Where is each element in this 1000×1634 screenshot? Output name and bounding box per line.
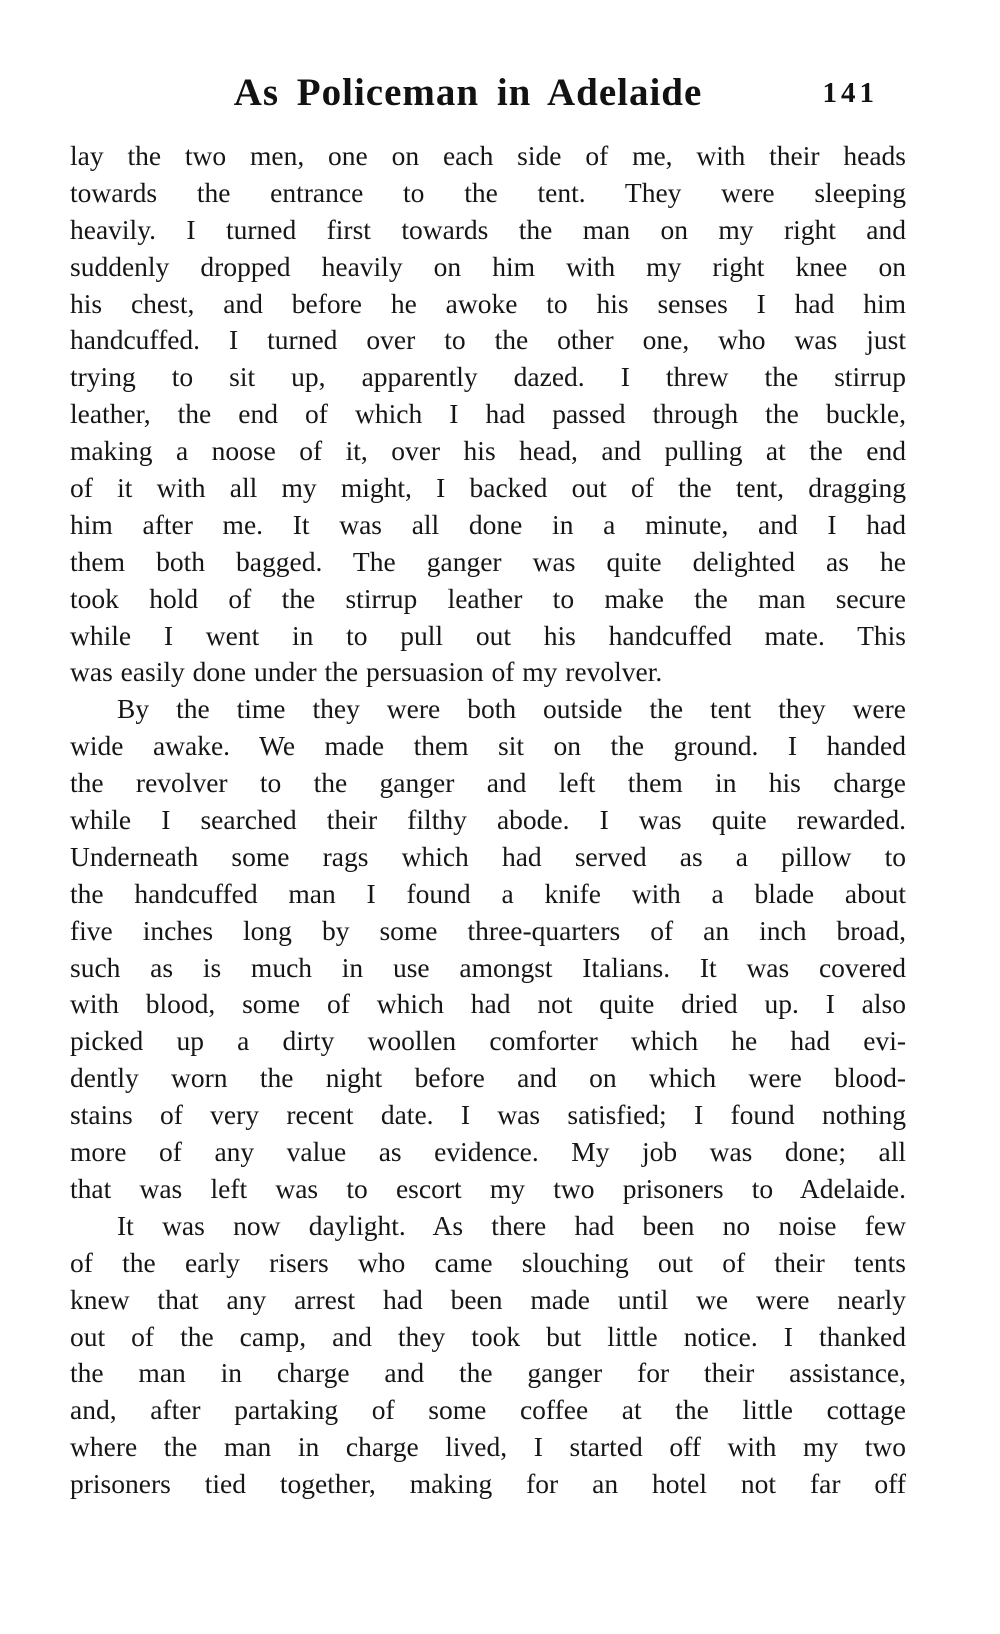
text-line: the man in charge and the ganger for their assistance, xyxy=(70,1357,906,1389)
text-line: lay the two men, one on each side of me, with their heads xyxy=(70,140,906,171)
text-line: heavily. I turned first towards the man on my right and xyxy=(70,213,906,245)
text-line: trying to sit up, apparently dazed. I threw the stirrup xyxy=(70,361,906,393)
text-line: stains of very recent date. I was satisfied; I found nothing xyxy=(70,1099,906,1131)
text-line: them both bagged. The ganger was quite delighted as he xyxy=(70,545,906,577)
text-line: picked up a dirty woollen comforter which he had evi- xyxy=(70,1025,906,1057)
text-line: out of the camp, and they took but little notice. I thanked xyxy=(70,1320,906,1352)
text-line: his chest, and before he awoke to his senses I had him xyxy=(70,287,906,319)
text-line: Underneath some rags which had served as a pillow to xyxy=(70,840,906,872)
text-line: more of any value as evidence. My job was done; all xyxy=(70,1136,906,1168)
text-line: five inches long by some three-quarters of an inch broad, xyxy=(70,914,906,946)
text-line: dently worn the night before and on which were blood- xyxy=(70,1062,906,1094)
text-line: towards the entrance to the tent. They were sleeping xyxy=(70,176,906,208)
text-line: By the time they were both outside the tent they were xyxy=(117,693,906,725)
text-line: such as is much in use amongst Italians. It was covered xyxy=(70,951,906,983)
text-line: of it with all my might, I backed out of the tent, dragging xyxy=(70,472,906,504)
text-line: It was now daylight. As there had been no noise few xyxy=(117,1209,906,1241)
page-body xyxy=(70,138,906,1503)
text-line: the revolver to the ganger and left them in his charge xyxy=(70,767,906,799)
text-line: him after me. It was all done in a minute, and I had xyxy=(70,508,906,540)
text-line: making a noose of it, over his head, and pulling at the end xyxy=(70,435,906,467)
text-line: handcuffed. I turned over to the other one, who was just xyxy=(70,324,906,356)
running-head-title: As Policeman in Adelaide xyxy=(233,71,703,114)
text-line: and, after partaking of some coffee at the little cottage xyxy=(70,1394,906,1426)
text-line: suddenly dropped heavily on him with my right knee on xyxy=(70,250,906,282)
page-header xyxy=(70,70,906,118)
text-line: with blood, some of which had not quite dried up. I also xyxy=(70,988,906,1020)
page-number: 141 xyxy=(822,77,878,109)
text-line: where the man in charge lived, I started off with my two xyxy=(70,1431,906,1463)
text-line: while I searched their filthy abode. I was quite rewarded. xyxy=(70,804,906,836)
text-line: of the early risers who came slouching out of their tents xyxy=(70,1246,906,1278)
text-line: was easily done under the persuasion of my revolver. xyxy=(70,656,663,688)
text-line: while I went in to pull out his handcuffed mate. This xyxy=(70,619,906,651)
text-line: knew that any arrest had been made until we were nearly xyxy=(70,1283,906,1315)
text-line: the handcuffed man I found a knife with a blade about xyxy=(70,877,906,909)
text-line: prisoners tied together, making for an hotel not far off xyxy=(70,1468,906,1500)
text-line: leather, the end of which I had passed through the buckle, xyxy=(70,398,906,430)
text-line: that was left was to escort my two prisoners to Adelaide. xyxy=(70,1172,906,1204)
text-line: wide awake. We made them sit on the ground. I handed xyxy=(70,730,906,762)
text-line: took hold of the stirrup leather to make the man secure xyxy=(70,582,906,614)
